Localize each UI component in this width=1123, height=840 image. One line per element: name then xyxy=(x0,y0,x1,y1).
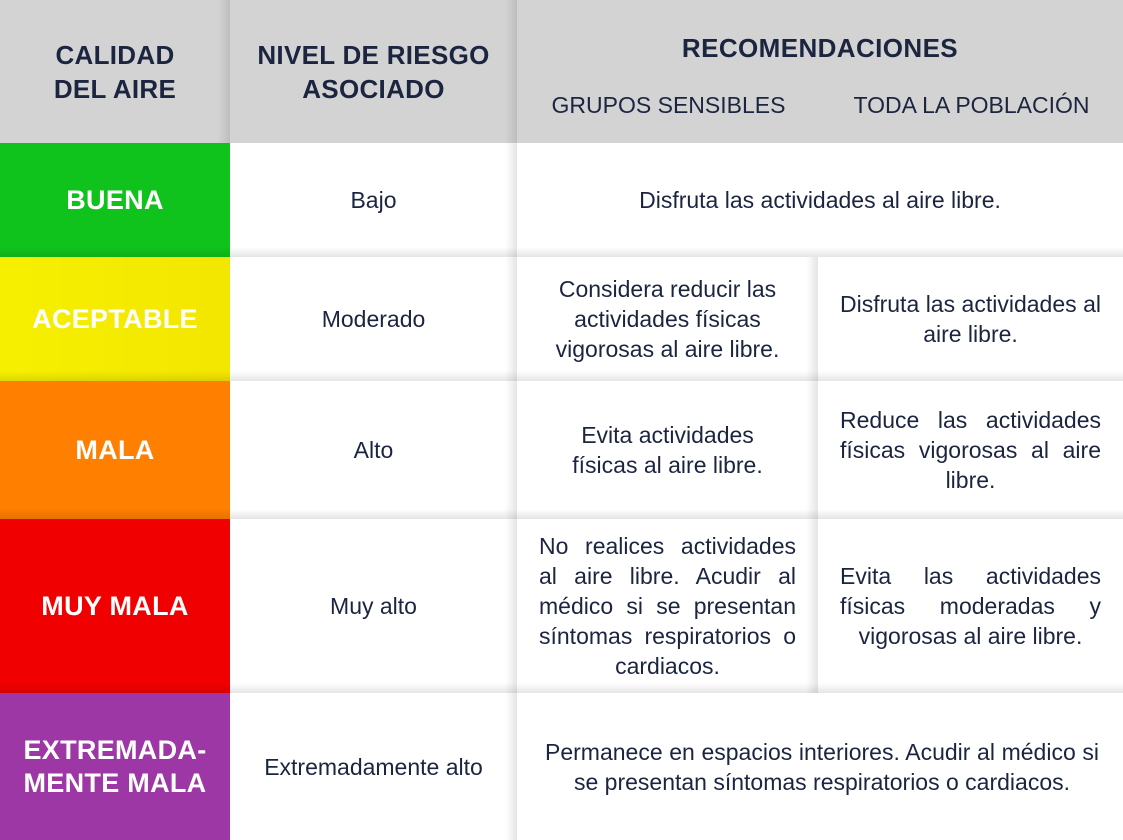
recommendation-sensitive-mala xyxy=(517,381,818,519)
recommendation-text: Considera reducir las actividades físicas vigorosas al aire libre. xyxy=(555,276,780,362)
recommendation-text: Permanece en espacios interiores. Acudir al médico si se presentan síntomas respiratorios o cardiacos. xyxy=(545,738,1099,795)
quality-label: EXTREMADA-MENTE MALA xyxy=(23,734,207,798)
risk-label: Moderado xyxy=(321,306,426,332)
header-recomendaciones xyxy=(517,0,1123,143)
header-recomendaciones-title: RECOMENDACIONES xyxy=(681,33,959,63)
recommendation-all-aceptable xyxy=(818,257,1123,381)
quality-cell-aceptable xyxy=(0,257,230,381)
recommendation-sensitive-muy-mala xyxy=(517,519,818,693)
quality-cell-extremadamente-mala xyxy=(0,693,230,840)
recommendation-combined-extremadamente-mala xyxy=(517,693,1123,840)
quality-label: BUENA xyxy=(66,184,164,215)
recommendation-sensitive-aceptable xyxy=(517,257,818,381)
header-calidad-label: CALIDAD DEL AIRE xyxy=(53,39,177,104)
recommendation-text: Evita las actividades físicas moderadas y vigorosas al aire libre. xyxy=(840,563,1101,649)
risk-cell-extremadamente-mala xyxy=(230,693,517,840)
risk-cell-mala xyxy=(230,381,517,519)
quality-cell-mala xyxy=(0,381,230,519)
recommendation-text: Disfruta las actividades al aire libre. xyxy=(840,291,1101,347)
risk-cell-buena xyxy=(230,143,517,257)
quality-label: MALA xyxy=(75,434,155,465)
quality-cell-muy-mala xyxy=(0,519,230,693)
risk-label: Muy alto xyxy=(330,593,417,619)
header-nivel-riesgo xyxy=(230,0,517,143)
recommendation-combined-buena xyxy=(517,143,1123,257)
recommendation-text: Reduce las actividades físicas vigorosas al aire libre. xyxy=(840,407,1101,493)
risk-cell-aceptable xyxy=(230,257,517,381)
recommendation-all-muy-mala xyxy=(818,519,1123,693)
header-nivel-riesgo-label: NIVEL DE RIESGO ASOCIADO xyxy=(257,39,490,104)
quality-cell-buena xyxy=(0,143,230,257)
risk-cell-muy-mala xyxy=(230,519,517,693)
quality-label: MUY MALA xyxy=(41,590,189,621)
header-toda-poblacion: TODA LA POBLACIÓN xyxy=(853,92,1090,118)
header-grupos-sensibles: GRUPOS SENSIBLES xyxy=(551,92,786,118)
header-subcolumns xyxy=(517,92,1123,119)
risk-label: Alto xyxy=(353,437,394,463)
risk-label: Bajo xyxy=(350,187,397,213)
recommendation-text: Disfruta las actividades al aire libre. xyxy=(639,187,1001,213)
risk-label: Extremadamente alto xyxy=(264,753,483,780)
recommendation-text: No realices actividades al aire libre. Acudir al médico si se presentan síntomas respiratorios o cardiacos. xyxy=(539,533,796,679)
recommendation-all-mala xyxy=(818,381,1123,519)
header-calidad xyxy=(0,0,230,143)
quality-label: ACEPTABLE xyxy=(32,303,198,334)
recommendation-text: Evita actividades físicas al aire libre. xyxy=(572,422,763,478)
